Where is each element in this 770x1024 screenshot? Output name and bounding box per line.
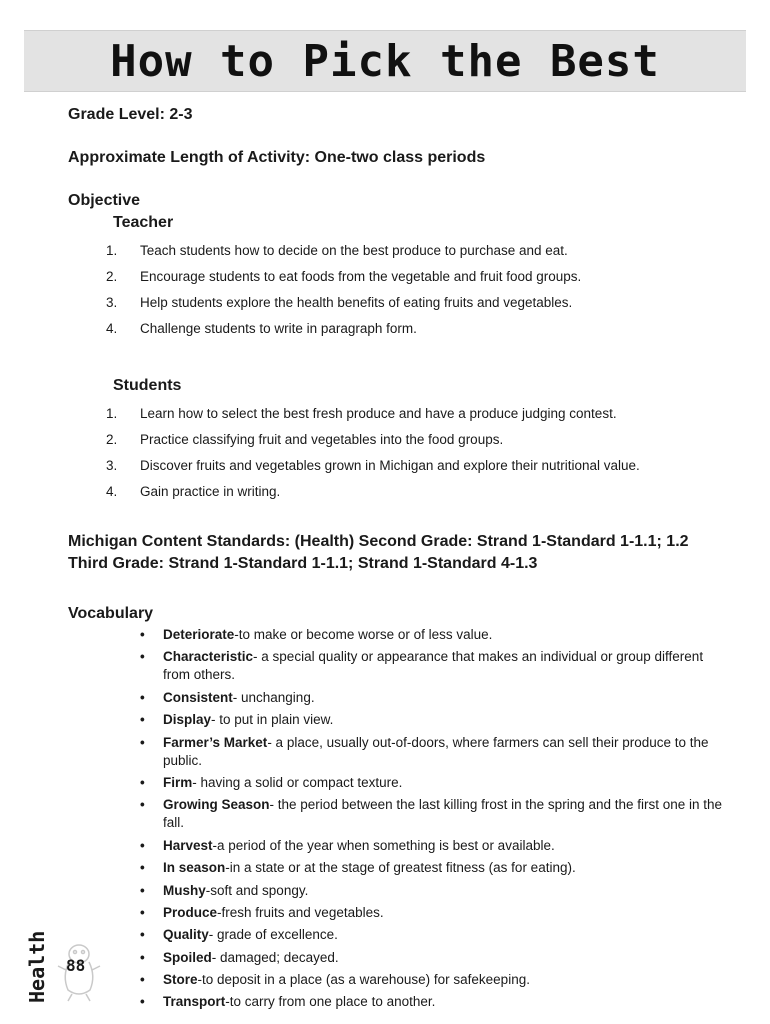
list-item (68, 290, 728, 316)
teacher-heading: Teacher (113, 214, 174, 231)
vocab-term: Store (163, 972, 198, 988)
vocab-item (68, 926, 728, 944)
bullet: • (140, 927, 145, 943)
vocab-definition: -a period of the year when something is best or available. (212, 837, 555, 853)
vocab-term: Harvest (163, 837, 213, 853)
vocab-item (68, 711, 728, 729)
list-item (68, 401, 728, 427)
vocab-item (68, 904, 728, 922)
vocab-definition: -fresh fruits and vegetables. (217, 904, 384, 920)
item-number: 3. (106, 458, 118, 473)
bullet: • (140, 882, 145, 898)
vocab-item (68, 648, 728, 684)
vocab-item (68, 689, 728, 707)
vocab-definition: - having a solid or compact texture. (192, 774, 403, 790)
item-number: 1. (106, 243, 118, 258)
vocabulary-list (68, 626, 728, 1011)
vocab-item (68, 734, 728, 770)
students-heading: Students (113, 377, 182, 394)
list-item (68, 316, 728, 342)
page-number: 88 (66, 956, 86, 975)
vocab-term: Growing Season (163, 797, 270, 813)
vocabulary-heading: Vocabulary (68, 605, 154, 622)
vocab-item (68, 971, 728, 989)
vocab-term: Produce (163, 904, 218, 920)
vocab-definition: - a special quality or appearance that makes an individual or group different from others. (163, 649, 704, 683)
vocab-item (68, 837, 728, 855)
bullet: • (140, 949, 145, 965)
item-text: Learn how to select the best fresh produce and have a produce judging contest. (140, 406, 617, 421)
vocab-term: Characteristic (163, 649, 254, 665)
vocab-definition: - damaged; decayed. (211, 949, 339, 965)
item-number: 4. (106, 321, 118, 336)
vocab-item (68, 882, 728, 900)
vocab-term: Transport (163, 994, 226, 1010)
vocab-term: Consistent (163, 689, 233, 705)
list-item (68, 427, 728, 453)
item-number: 2. (106, 432, 118, 447)
student-objectives-list (68, 401, 728, 505)
vocab-definition: -soft and spongy. (205, 882, 309, 898)
item-number: 3. (106, 295, 118, 310)
grade-level: Grade Level: 2-3 (68, 106, 193, 123)
section-tab (24, 930, 49, 1004)
vocab-term: Mushy (163, 882, 206, 898)
vocab-definition: - a place, usually out-of-doors, where farmers can sell their produce to the public. (163, 734, 709, 768)
section-tab-label: Health (25, 930, 49, 1003)
vocab-term: Farmer’s Market (163, 734, 268, 750)
bullet: • (140, 689, 145, 705)
vocab-term: Firm (163, 774, 193, 790)
bullet: • (140, 904, 145, 920)
list-item (68, 264, 728, 290)
item-text: Challenge students to write in paragraph form. (140, 321, 417, 336)
vocab-item (68, 774, 728, 792)
vocab-term: Quality (163, 927, 209, 943)
vocab-definition: - to put in plain view. (211, 712, 334, 728)
bullet: • (140, 837, 145, 853)
item-number: 1. (106, 406, 118, 421)
list-item (68, 238, 728, 264)
list-item (68, 479, 728, 505)
vocab-definition: -to deposit in a place (as a warehouse) for safekeeping. (197, 972, 530, 988)
vocab-term: Display (163, 712, 212, 728)
item-number: 4. (106, 484, 118, 499)
vocab-item (68, 949, 728, 967)
lesson-content (68, 104, 728, 1016)
bullet: • (140, 994, 145, 1010)
content-standards-line-2: Third Grade: Strand 1-Standard 1-1.1; Strand 1-Standard 4-1.3 (68, 555, 538, 572)
item-text: Help students explore the health benefits of eating fruits and vegetables. (140, 295, 573, 310)
item-text: Practice classifying fruit and vegetables into the food groups. (140, 432, 504, 447)
vocab-definition: -to carry from one place to another. (225, 994, 436, 1010)
vocab-term: Deteriorate (163, 627, 235, 642)
list-item (68, 453, 728, 479)
bullet: • (140, 860, 145, 876)
vocab-term: In season (163, 860, 226, 876)
bullet: • (140, 712, 145, 728)
objective-heading: Objective (68, 192, 141, 209)
vocab-definition: -in a state or at the stage of greatest fitness (as for eating). (225, 860, 576, 876)
item-number: 2. (106, 269, 118, 284)
vocab-item (68, 796, 728, 832)
vocab-item (68, 859, 728, 877)
page-title: How to Pick the Best (110, 36, 660, 87)
vocab-definition: - grade of excellence. (208, 927, 338, 943)
vocab-item (68, 626, 728, 644)
bullet: • (140, 797, 145, 813)
item-text: Gain practice in writing. (140, 484, 281, 499)
vocab-item (68, 993, 728, 1011)
bullet: • (140, 734, 145, 750)
vocab-definition: - unchanging. (232, 689, 315, 705)
content-standards-line-1: Michigan Content Standards: (Health) Second Grade: Strand 1-Standard 1-1.1; 1.2 (68, 533, 689, 550)
bullet: • (140, 649, 145, 665)
vocab-term: Spoiled (163, 949, 212, 965)
item-text: Encourage students to eat foods from the vegetable and fruit food groups. (140, 269, 582, 284)
bullet: • (140, 774, 145, 790)
activity-length: Approximate Length of Activity: One-two class periods (68, 149, 486, 166)
teacher-objectives-list (68, 238, 728, 342)
item-text: Discover fruits and vegetables grown in Michigan and explore their nutritional value. (140, 458, 640, 473)
item-text: Teach students how to decide on the best produce to purchase and eat. (140, 243, 568, 258)
vocab-definition: -to make or become worse or of less value. (234, 627, 493, 642)
bullet: • (140, 972, 145, 988)
bullet: • (140, 627, 145, 642)
vocab-definition: - the period between the last killing frost in the spring and the first one in the fall. (163, 797, 723, 831)
